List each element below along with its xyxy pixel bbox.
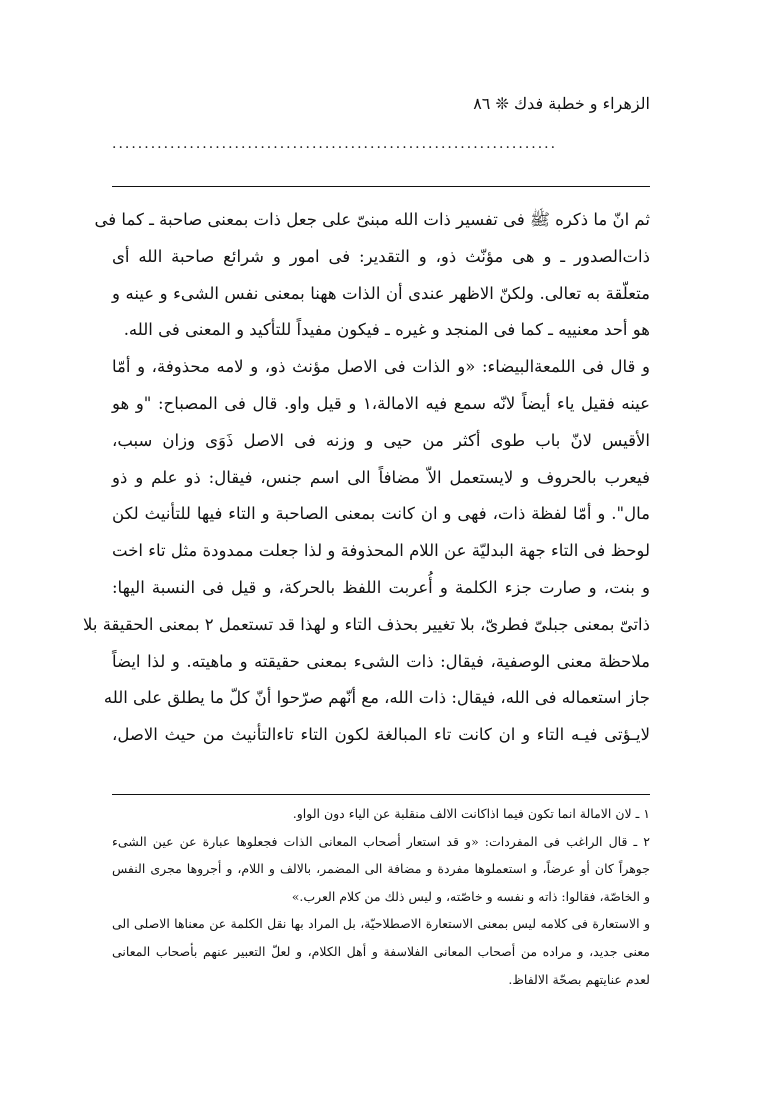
main-text bbox=[83, 202, 650, 754]
text-line: ثم انّ ما ذكره ﷺ فی تفسیر ذات الله مبنیّ علی جعل ذات بمعنی صاحبة ـ كما فی bbox=[94, 210, 650, 229]
text-line: ذات‌الصدور ـ و هی مؤنّث ذو، و التقدیر: فی امور و شرائع صاحبة الله أی bbox=[112, 246, 650, 266]
text-line: لوحظ فی التاء جهة البدلیّة عن اللام المحذوفة و لذا جعلت ممدودة مثل تاء اخت bbox=[112, 541, 650, 561]
text-line: فیعرب بالحروف و لایستعمل الاّ مضافاً الی اسم جنس، فیقال: ذو علم و ذو bbox=[112, 467, 650, 487]
footnote-rule bbox=[112, 794, 650, 795]
text-line: ملاحظة معنی الوصفیة، فیقال: ذات الشیء بمعنی حقیقته و ماهیته. و لذا ایضاً bbox=[112, 651, 650, 671]
header-rule bbox=[112, 186, 650, 187]
text-line: عینه فقیل یاء أیضاً لانّه سمع فیه الامالة،١ و قیل واو. قال فی المصباح: "و هو bbox=[112, 393, 650, 413]
text-line: ذاتیّ بمعنی جبلیّ فطریّ، بلا تغییر بحذف التاء و لهذا قد تستعمل ٢ بمعنی الحقیقة بلا bbox=[83, 614, 650, 634]
running-header: الزهراء و خطبة فدك ❊ ٨٦ bbox=[473, 94, 650, 113]
footnotes bbox=[112, 800, 650, 993]
text-line: متعلّقة به تعالی. ولكنّ الاظهر عندی أن الذات ههنا بمعنی نفس الشیء و عینه و bbox=[112, 283, 650, 303]
text-line: و قال فی اللمعةالبیضاء: «و الذات فی الاصل مؤنث ذو، و لامه محذوفة، و أمّا bbox=[112, 357, 650, 377]
text-line: و بنت، و صارت جزء الكلمة و أُعربت اللفظ بالحركة، و قیل فی النسبة الیها: bbox=[112, 577, 650, 597]
text-line: الأقیس لانّ باب طوی أكثر من حیی و وزنه فی الاصل ذَوَی وزان سبب، bbox=[112, 430, 650, 450]
text-line: هو أحد معنییه ـ كما فی المنجد و غیره ـ فیكون مفیداً للتأكید و المعنی فی الله. bbox=[123, 320, 650, 340]
footnote-line: و الخاصّة، فقالوا: ذاته و نفسه و خاصّته، و لیس ذلك من كلام العرب.» bbox=[291, 888, 650, 904]
footnote-line: لعدم عنایتهم بصحّة الالفاظ. bbox=[508, 971, 650, 987]
footnote-line: جوهراً كان أو عرضاً، و استعملوها مفردة و مضافة الی المضمر، بالالف و اللام، و أجروها مجری النفس bbox=[112, 861, 650, 877]
dotted-separator: ····································································· bbox=[112, 140, 558, 156]
footnote-line: ١ ـ لان الامالة انما تكون فیما اذاكانت الالف منقلبة عن الیاء دون الواو. bbox=[292, 806, 650, 821]
text-line: جاز استعماله فی الله، فیقال: ذات الله، مع أنّهم صرّحوا أنّ كلّ ما یطلق علی الله bbox=[103, 688, 650, 708]
footnote-line: معنی جدید، و مراده من أصحاب المعانی الفلاسفة و أهل الكلام، و لعلّ التعبیر عنهم بأصحاب المعانی bbox=[112, 943, 650, 959]
text-line: لایـؤتی فیـه التاء و ان كانت تاء المبالغة لكون التاء تاءالتأنیث من حیث الاصل، bbox=[112, 725, 650, 745]
text-line: مال". و أمّا لفظة ذات، فهی و ان كانت بمعنی الصاحبة و التاء فیها للتأنیث لكن bbox=[112, 504, 650, 524]
footnote-line: و الاستعارة فی كلامه لیس بمعنی الاستعارة الاصطلاحیّة، بل المراد بها نقل الكلمة عن معناها الاصلی الی bbox=[112, 916, 650, 932]
footnote-line: ٢ ـ قال الراغب فی المفردات: «و قد استعار أصحاب المعانی الذات فجعلوها عبارة عن عین الشیء bbox=[112, 833, 650, 849]
